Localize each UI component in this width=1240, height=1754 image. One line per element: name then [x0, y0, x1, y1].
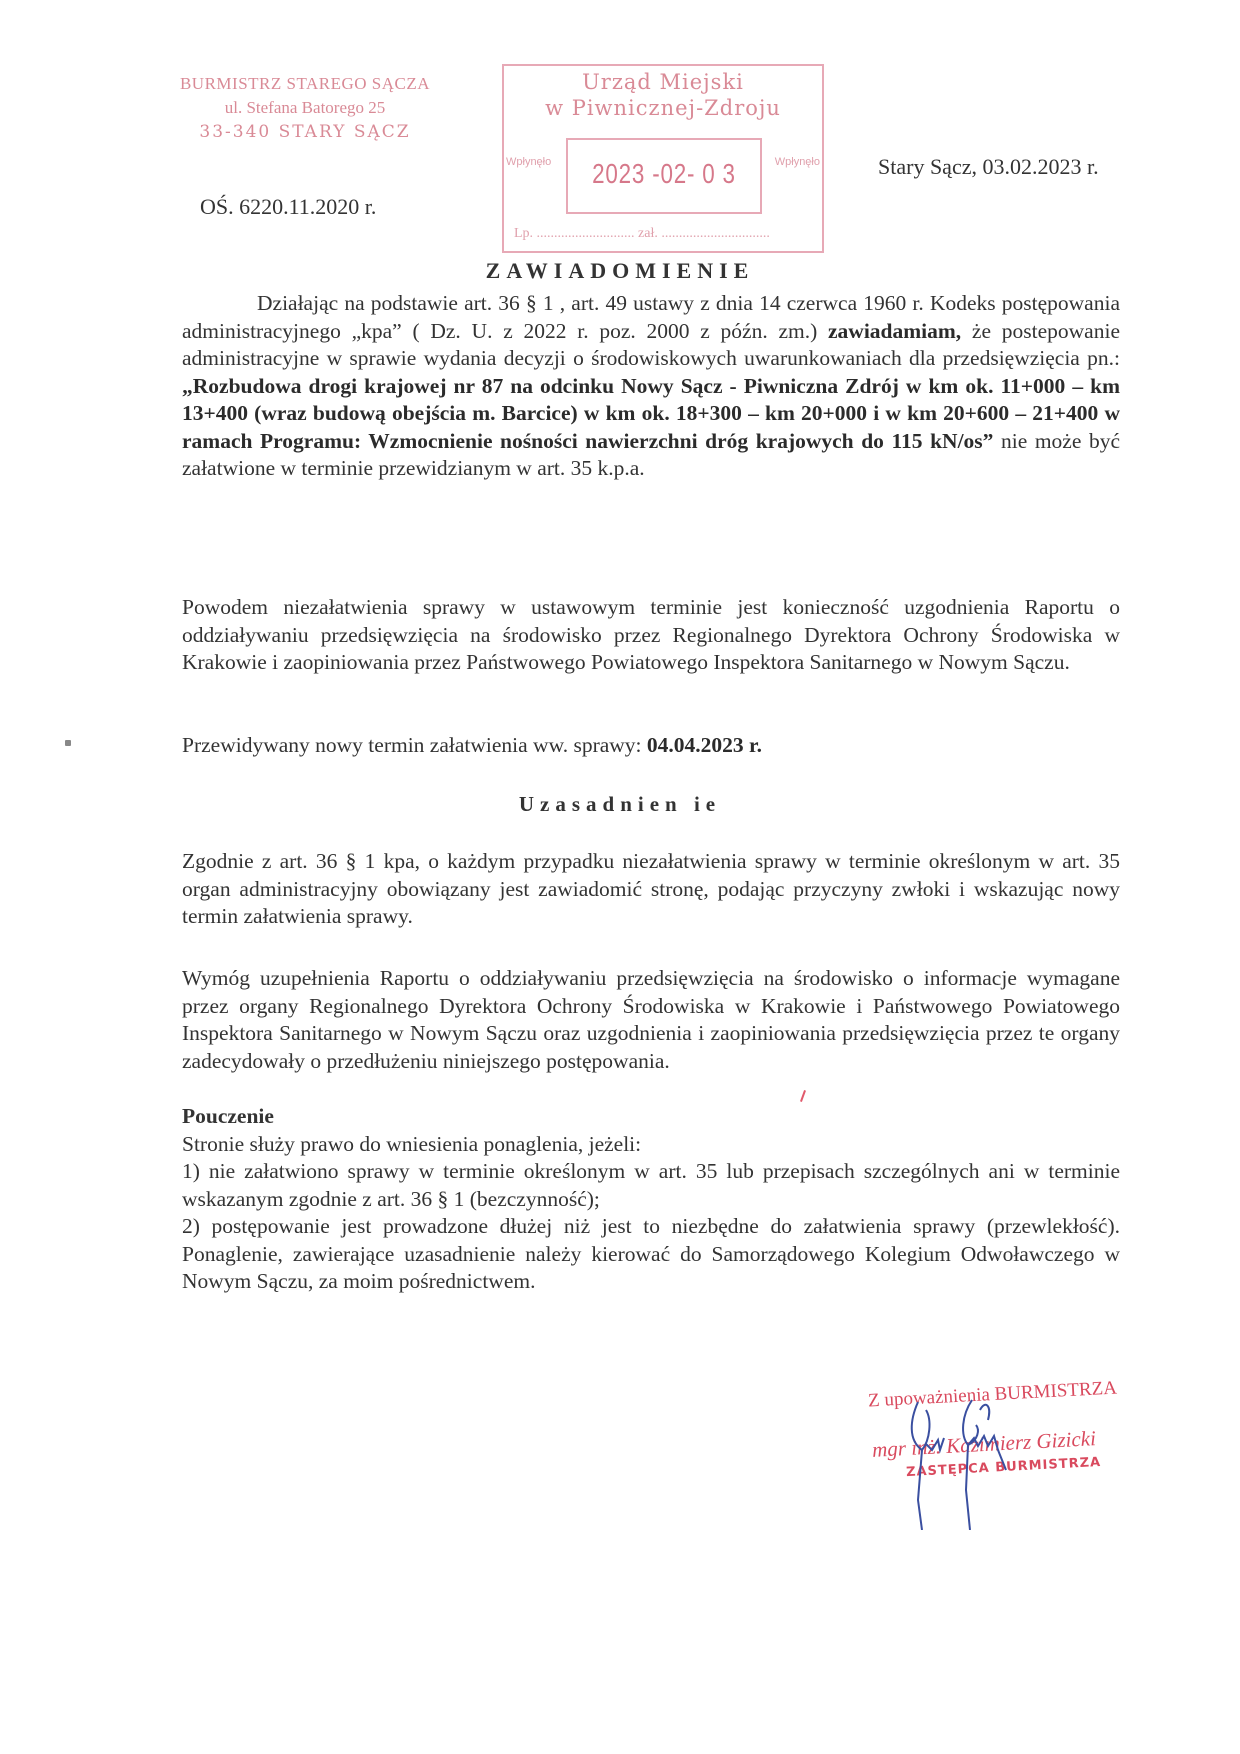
reference-number: OŚ. 6220.11.2020 r.	[200, 194, 377, 219]
place-date: Stary Sącz, 03.02.2023 r.	[878, 154, 1099, 179]
sender-stamp-line2: ul. Stefana Batorego 25	[224, 98, 386, 117]
handwritten-signature-icon	[860, 1380, 1160, 1530]
sender-stamp	[160, 72, 450, 144]
received-stamp	[502, 64, 824, 253]
intro-text-3: nie może być załatwione w terminie przewidzianym w art. 35 k.p.a.	[182, 428, 1121, 480]
project-name: „Rozbudowa drogi krajowej nr 87 na odcinku Nowy Sącz - Piwniczna Zdrój w km ok. 11+000 – km 13+400 (wraz budową obejścia m. Barcice) w km ok. 18+300 – km 20+000 i w km 20+600 – 21+400 w ramach Programu: Wzmocnienie nośności nawierzchni dróg krajowych do 115 kN/os”	[182, 373, 1120, 453]
justification-paragraph-2: Wymóg uzupełnienia Raportu o oddziaływaniu przedsięwzięcia na środowisko o informacje wymagane przez organy Regionalnego Dyrektora Ochrony Środowiska w Krakowie i Państwowego Powiatowego Inspektora Sanitarnego w Nowym Sączu oraz uzgodnienia i zaopiniowania przedsięwzięcia przez te organy zadecydowały o przedłużeniu niniejszego postępowania.	[182, 966, 1120, 1073]
received-date-box	[566, 138, 762, 214]
justification-title: Uzasadnien ie	[518, 792, 722, 816]
sender-stamp-line3: 33-340 STARY SĄCZ	[199, 122, 411, 142]
new-deadline-text: Przewidywany nowy termin załatwienia ww. sprawy:	[182, 733, 647, 757]
sender-stamp-line1: BURMISTRZ STAREGO SĄCZA	[179, 74, 431, 93]
signature-stamp	[860, 1377, 1160, 1530]
intro-bold-1: zawiadamiam,	[828, 318, 962, 343]
received-label-left: Wpłynęło	[506, 156, 552, 168]
scan-mark	[65, 740, 71, 746]
justification-paragraph-1: Zgodnie z art. 36 § 1 kpa, o każdym przypadku niezałatwienia sprawy w terminie określonym w art. 35 organ administracyjny obowiązany jest zawiadomić stronę, podając przyczyny zwłoki i wskazując nowy termin załatwienia sprawy.	[182, 849, 1120, 928]
received-date: 2023 -02- 0 3	[592, 158, 736, 189]
intro-text-1: Działając na podstawie art. 36 § 1 , art. 49 ustawy z dnia 14 czerwca 1960 r. Kodeks postępowania administracyjnego „kpa” ( Dz. U. z 2022 r. poz. 2000 z późn. zm.)	[182, 291, 1120, 343]
signature-name: mgr inż. Kazimierz Gizicki	[871, 1426, 1097, 1462]
intro-paragraph	[182, 290, 1120, 483]
instruction-item-2: 2) postępowanie jest prowadzone dłużej niż jest to niezbędne do załatwienia sprawy (przewlekłość). Ponaglenie, zawierające uzasadnienie należy kierować do Samorządowego Kolegium Odwoławczego w Nowym Sączu, za moim pośrednictwem.	[182, 1214, 1120, 1293]
document-title: ZAWIADOMIENIE	[485, 258, 755, 283]
instruction-item-1: 1) nie załatwiono sprawy w terminie określonym w art. 35 lub przepisach szczególnych ani w terminie wskazanym zgodnie z art. 36 § 1 (bezczynność);	[182, 1159, 1120, 1211]
received-stamp-city: w Piwnicznej-Zdroju	[545, 96, 781, 120]
received-label-right: Wpłynęło	[774, 156, 820, 168]
signature-role: ZASTĘPCA BURMISTRZA	[905, 1454, 1102, 1481]
new-deadline	[182, 732, 1120, 760]
instruction-section	[182, 1103, 1120, 1296]
red-mark	[800, 1090, 806, 1102]
instruction-title: Pouczenie	[182, 1104, 274, 1128]
received-stamp-footer: Lp. ............................ zał. ...............................	[514, 226, 770, 241]
instruction-intro: Stronie służy prawo do wniesienia ponaglenia, jeżeli:	[182, 1131, 642, 1156]
reason-paragraph: Powodem niezałatwienia sprawy w ustawowym terminie jest konieczność uzgodnienia Raportu o oddziaływaniu przedsięwzięcia na środowisko przez Regionalnego Dyrektora Ochrony Środowiska w Krakowie i zaopiniowania przez Państwowego Powiatowego Inspektora Sanitarnego w Nowym Sączu.	[182, 595, 1120, 674]
intro-text-2: że postepowanie administracyjne w sprawie wydania decyzji o środowiskowych uwarunkowaniach dla przedsięwzięcia pn.:	[182, 318, 1120, 370]
signature-authorization: Z upoważnienia BURMISTRZA	[867, 1377, 1118, 1412]
new-deadline-date: 04.04.2023 r.	[646, 733, 762, 757]
received-stamp-office: Urząd Miejski	[582, 70, 744, 94]
